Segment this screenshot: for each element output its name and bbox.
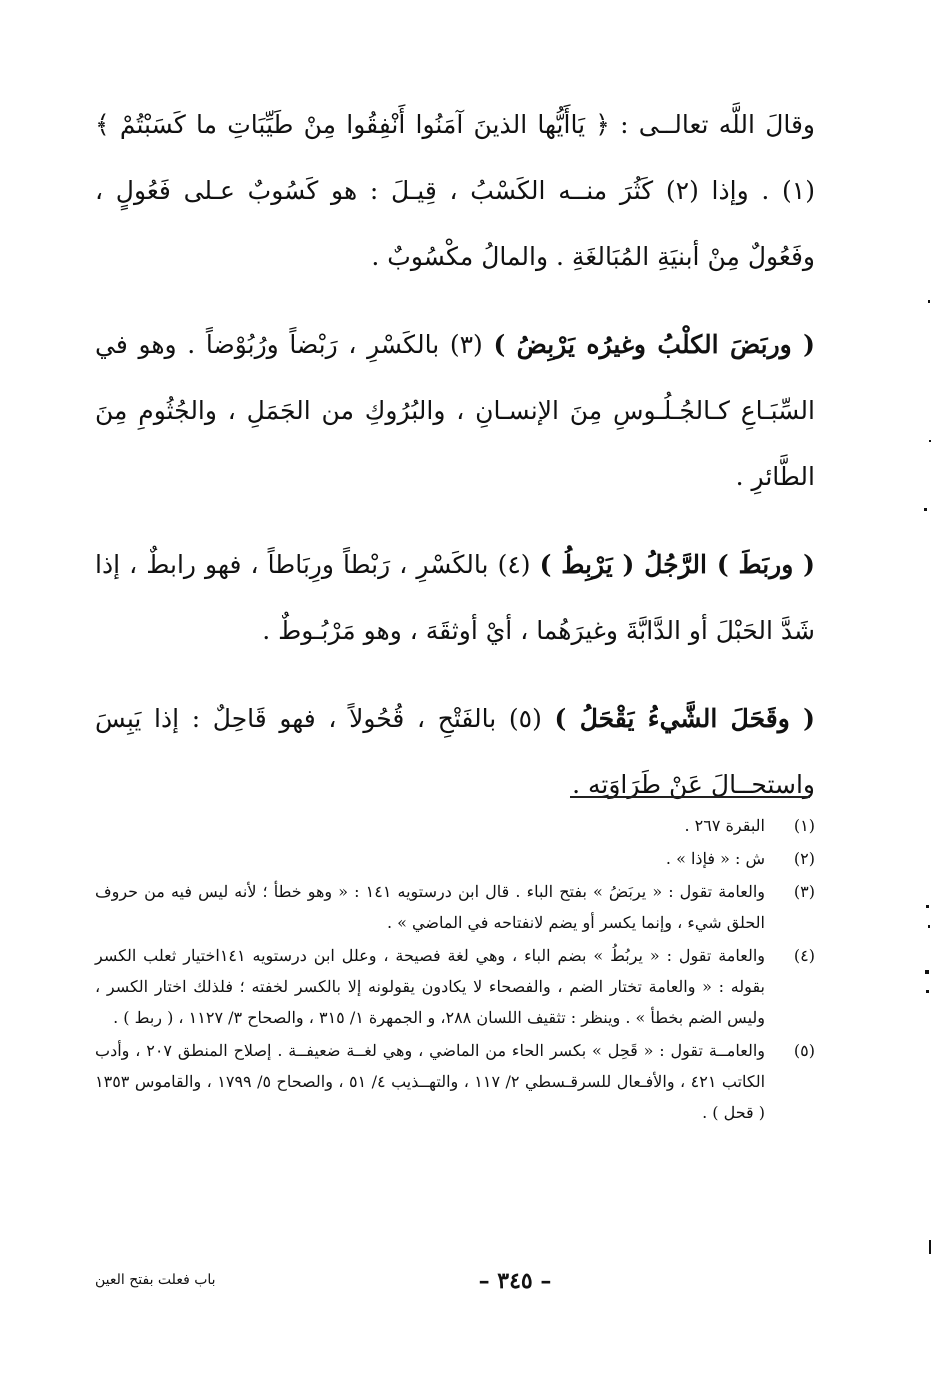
scan-speck (926, 905, 929, 908)
scan-speck (928, 925, 930, 928)
scan-speck (929, 1240, 931, 1254)
page-footer (95, 1268, 815, 1298)
footnote-text: والعامــة تقول : « قَحِل » بكسر الحاء من الماضي ، وهي لغــة ضعيفــة . إصلاح المنطق ٢٠٧ ، وأدب الكاتب ٤٢١ ، والأفـعال للسرقـسطي ٢/ ١١٧ ، والتهــذيب ٤/ ٥١ ، والصحاح ٥/ ١٧٩٩ ، والقاموس ١٣٥٣ ( قحل ) . (95, 1041, 766, 1122)
footnote (95, 1035, 815, 1128)
headword: ( وقَحَلَ الشَّيءُ يَقْحَلُ ) (554, 704, 815, 733)
footnote-text: ش : « فإذا » . (665, 849, 765, 868)
footnote-text: والعامة تقول : « يربُطُ » بضم الباء ، وهي لغة فصيحة ، وعلل ابن درستويه ١٤١اختيار ثعلب الكسر بقوله : « والعامة تختار الضم ، والفصحاء لا يكادون يقولونه إلا بالكسر لخفته ؛ فلذلك اختار الكسر ، وليس الضم بخطأ » . وينظر : تثقيف اللسان ٢٨٨، و الجمهرة ١/ ٣١٥ ، والصحاح ٣/ ١١٢٧ ، ( ربط ) . (95, 946, 766, 1027)
footnote-number: (٥) (793, 1041, 815, 1060)
paragraph-kasaba (95, 92, 815, 290)
footnotes (95, 810, 815, 1130)
scan-speck (924, 508, 927, 511)
headword: ( وربَطَ ) الرَّجُلُ ( يَرْبِطُ ) (539, 550, 815, 579)
footnote-number: (٢) (793, 849, 815, 868)
paragraph-text: وقالَ اللَّه تعالــى : ﴿ يَاأَيُّها الذينَ آمَنُوا أَنْفِقُوا مِنْ طَيِّبَاتِ ما كَسَبْتُمْ ﴾ (١) . وإذا (٢) كَثُرَ منــه الكَسْبُ ، قِيـلَ : هو كَسُوبٌ عـلى فَعُولٍ ، وفَعُولٌ مِنْ أبنيَةِ المُبَالغَةِ . والمالُ مكْسُوبٌ . (95, 110, 815, 271)
paragraph-rabada (95, 312, 815, 510)
footnote (95, 810, 815, 841)
paragraph-rabata (95, 532, 815, 664)
paragraph-text: (٤) بالكَسْرِ ، رَبْطاً ورِبَاطاً ، فهو رابطٌ ، إذا شَدَّ الحَبْلَ أو الدَّابَّةَ وغيرَهُما ، أيْ أوثقَهَ ، وهو مَرْبُـوطٌ . (95, 550, 815, 645)
scan-speck (928, 300, 930, 303)
footnote-text: والعامة تقول : « يربَضُ » بفتح الباء . قال ابن درستويه ١٤١ : « وهو خطأ ؛ لأنه ليس فيه من حروف الحلق شيء ، وإنما يكسر أو يضم لانفتاحه في الماضي » . (95, 882, 765, 932)
footnote-separator (570, 796, 810, 798)
footnote (95, 843, 815, 874)
footnote-text: البقرة ٢٦٧ . (684, 816, 765, 835)
footnote (95, 940, 815, 1033)
paragraph-text: (٥) بالفَتْحِ ، قُحُولاً ، فهو قَاحِلٌ : إذا يَبِسَ واستحــالَ عَنْ طَرَاوَتِه . (95, 704, 815, 799)
scan-speck (926, 990, 929, 993)
footnote-number: (١) (793, 816, 815, 835)
footnote (95, 876, 815, 938)
scan-speck (925, 970, 929, 974)
headword: ( وربَضَ الكلْبُ وغيرُه يَرْبِضُ ) (493, 330, 815, 359)
scan-speck (929, 440, 931, 442)
paragraph-qahala (95, 686, 815, 818)
running-chapter-title: باب فعلت بفتح العين (95, 1272, 216, 1288)
footnote-number: (٤) (793, 946, 815, 965)
footnote-number: (٣) (793, 882, 815, 901)
paragraph-text: (٣) بالكَسْرِ ، رَبْضاً ورُبُوْضاً . وهو في السِّبَـاعِ كـالجُـلُـوسِ مِنَ الإنسـانِ ، والبُرُوكِ من الجَمَلِ ، والجُثُومِ مِنَ الطَّائرِ . (95, 330, 815, 491)
main-text (95, 92, 815, 840)
page-number: – ٣٤٥ – (478, 1268, 552, 1294)
